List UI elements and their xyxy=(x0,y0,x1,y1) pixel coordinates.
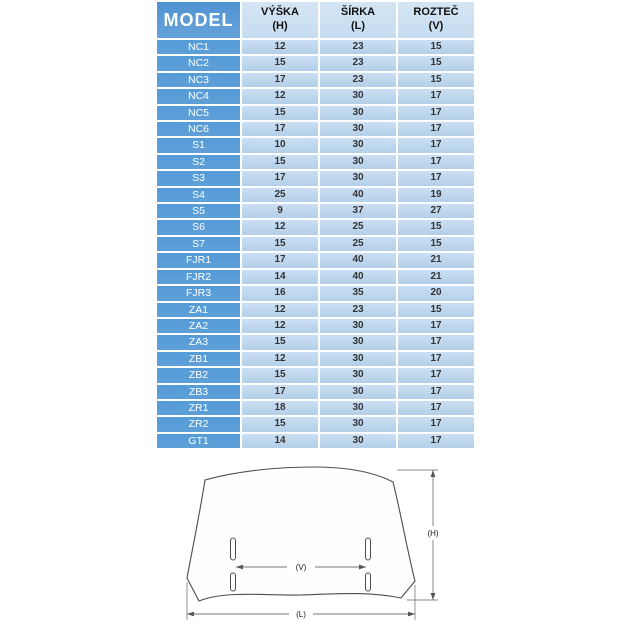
pitch-cell: 17 xyxy=(398,434,474,448)
table-row xyxy=(157,352,474,366)
width-cell: 30 xyxy=(320,401,396,415)
width-cell: 25 xyxy=(320,220,396,234)
mounting-slot xyxy=(231,573,236,591)
col-header-model: MODEL xyxy=(157,2,240,38)
model-cell: S7 xyxy=(157,237,240,251)
height-cell: 14 xyxy=(242,434,318,448)
height-cell: 12 xyxy=(242,303,318,317)
table-row xyxy=(157,434,474,448)
pitch-cell: 15 xyxy=(398,303,474,317)
table-row xyxy=(157,253,474,267)
model-cell: FJR1 xyxy=(157,253,240,267)
width-cell: 30 xyxy=(320,368,396,382)
width-cell: 23 xyxy=(320,303,396,317)
table-row xyxy=(157,401,474,415)
pitch-cell: 19 xyxy=(398,188,474,202)
model-cell: FJR2 xyxy=(157,270,240,284)
width-cell: 30 xyxy=(320,319,396,333)
width-cell: 30 xyxy=(320,106,396,120)
height-cell: 15 xyxy=(242,335,318,349)
height-cell: 16 xyxy=(242,286,318,300)
table-row xyxy=(157,188,474,202)
model-cell: S6 xyxy=(157,220,240,234)
col-header-line: (H) xyxy=(272,20,288,32)
model-cell: S4 xyxy=(157,188,240,202)
col-header-line: ROZTEČ xyxy=(413,6,459,19)
table-row xyxy=(157,40,474,54)
model-cell: S5 xyxy=(157,204,240,218)
table-row xyxy=(157,368,474,382)
pitch-cell: 17 xyxy=(398,401,474,415)
pitch-cell: 17 xyxy=(398,352,474,366)
height-cell: 14 xyxy=(242,270,318,284)
col-header-line: (V) xyxy=(428,20,444,32)
width-cell: 30 xyxy=(320,138,396,152)
pitch-cell: 17 xyxy=(398,335,474,349)
height-cell: 15 xyxy=(242,106,318,120)
col-header-line: (L) xyxy=(350,20,366,32)
width-cell: 30 xyxy=(320,417,396,431)
model-cell: NC2 xyxy=(157,56,240,70)
table-row xyxy=(157,73,474,87)
height-cell: 18 xyxy=(242,401,318,415)
pitch-cell: 15 xyxy=(398,56,474,70)
model-cell: NC6 xyxy=(157,122,240,136)
table-row xyxy=(157,89,474,103)
height-cell: 25 xyxy=(242,188,318,202)
pitch-cell: 21 xyxy=(398,253,474,267)
header-row xyxy=(157,2,474,38)
table-row xyxy=(157,385,474,399)
pitch-cell: 15 xyxy=(398,40,474,54)
col-header-width xyxy=(320,2,396,38)
model-cell: ZB3 xyxy=(157,385,240,399)
table-row xyxy=(157,138,474,152)
pitch-cell: 17 xyxy=(398,385,474,399)
model-cell: ZA2 xyxy=(157,319,240,333)
col-header-line: VÝŠKA xyxy=(261,6,299,19)
width-cell: 30 xyxy=(320,385,396,399)
table-row xyxy=(157,220,474,234)
model-cell: ZB2 xyxy=(157,368,240,382)
model-cell: S3 xyxy=(157,171,240,185)
pitch-cell: 17 xyxy=(398,106,474,120)
windshield-diagram xyxy=(175,462,450,628)
dimension-h-label: (H) xyxy=(427,529,439,538)
pitch-cell: 15 xyxy=(398,73,474,87)
dimension-v-label: (V) xyxy=(295,563,307,572)
table-row xyxy=(157,106,474,120)
width-cell: 30 xyxy=(320,171,396,185)
height-cell: 10 xyxy=(242,138,318,152)
height-cell: 12 xyxy=(242,89,318,103)
table-row xyxy=(157,417,474,431)
width-cell: 37 xyxy=(320,204,396,218)
col-header-line: ŠÍRKA xyxy=(340,6,376,19)
model-cell: ZB1 xyxy=(157,352,240,366)
col-header-pitch xyxy=(398,2,474,38)
pitch-cell: 15 xyxy=(398,237,474,251)
width-cell: 25 xyxy=(320,237,396,251)
model-cell: FJR3 xyxy=(157,286,240,300)
table-header xyxy=(157,2,474,38)
height-cell: 9 xyxy=(242,204,318,218)
height-cell: 15 xyxy=(242,56,318,70)
windshield-outline xyxy=(187,467,415,601)
width-cell: 23 xyxy=(320,40,396,54)
pitch-cell: 20 xyxy=(398,286,474,300)
mounting-slot xyxy=(231,538,236,560)
width-cell: 35 xyxy=(320,286,396,300)
height-cell: 17 xyxy=(242,385,318,399)
height-cell: 15 xyxy=(242,368,318,382)
height-cell: 15 xyxy=(242,237,318,251)
height-cell: 17 xyxy=(242,122,318,136)
table-row xyxy=(157,155,474,169)
pitch-cell: 21 xyxy=(398,270,474,284)
height-cell: 12 xyxy=(242,220,318,234)
model-cell: ZA3 xyxy=(157,335,240,349)
model-cell: NC5 xyxy=(157,106,240,120)
table-row xyxy=(157,237,474,251)
pitch-cell: 27 xyxy=(398,204,474,218)
pitch-cell: 17 xyxy=(398,122,474,136)
pitch-cell: 17 xyxy=(398,89,474,103)
width-cell: 40 xyxy=(320,270,396,284)
pitch-cell: 17 xyxy=(398,319,474,333)
table-row xyxy=(157,204,474,218)
table-row xyxy=(157,122,474,136)
width-cell: 30 xyxy=(320,89,396,103)
pitch-cell: 17 xyxy=(398,417,474,431)
height-cell: 17 xyxy=(242,73,318,87)
model-cell: ZA1 xyxy=(157,303,240,317)
table-row xyxy=(157,171,474,185)
width-cell: 30 xyxy=(320,434,396,448)
col-header-height xyxy=(242,2,318,38)
model-cell: S1 xyxy=(157,138,240,152)
table-row xyxy=(157,270,474,284)
width-cell: 23 xyxy=(320,56,396,70)
table-body xyxy=(157,40,474,448)
model-cell: ZR1 xyxy=(157,401,240,415)
pitch-cell: 17 xyxy=(398,368,474,382)
height-cell: 12 xyxy=(242,352,318,366)
width-cell: 30 xyxy=(320,352,396,366)
height-cell: 17 xyxy=(242,171,318,185)
table-row xyxy=(157,335,474,349)
width-cell: 30 xyxy=(320,335,396,349)
mounting-slot xyxy=(366,573,371,591)
model-cell: NC4 xyxy=(157,89,240,103)
width-cell: 40 xyxy=(320,253,396,267)
table-row xyxy=(157,319,474,333)
height-cell: 12 xyxy=(242,319,318,333)
width-cell: 30 xyxy=(320,155,396,169)
height-cell: 15 xyxy=(242,155,318,169)
mounting-slot xyxy=(366,538,371,560)
table-row xyxy=(157,56,474,70)
dimension-l-label: (L) xyxy=(296,610,306,619)
width-cell: 23 xyxy=(320,73,396,87)
table-row xyxy=(157,303,474,317)
model-cell: S2 xyxy=(157,155,240,169)
pitch-cell: 15 xyxy=(398,220,474,234)
height-cell: 15 xyxy=(242,417,318,431)
model-cell: NC3 xyxy=(157,73,240,87)
model-cell: NC1 xyxy=(157,40,240,54)
width-cell: 40 xyxy=(320,188,396,202)
model-cell: GT1 xyxy=(157,434,240,448)
windshield-spec-table xyxy=(155,0,476,450)
height-cell: 12 xyxy=(242,40,318,54)
pitch-cell: 17 xyxy=(398,138,474,152)
table-row xyxy=(157,286,474,300)
model-cell: ZR2 xyxy=(157,417,240,431)
pitch-cell: 17 xyxy=(398,171,474,185)
pitch-cell: 17 xyxy=(398,155,474,169)
width-cell: 30 xyxy=(320,122,396,136)
height-cell: 17 xyxy=(242,253,318,267)
